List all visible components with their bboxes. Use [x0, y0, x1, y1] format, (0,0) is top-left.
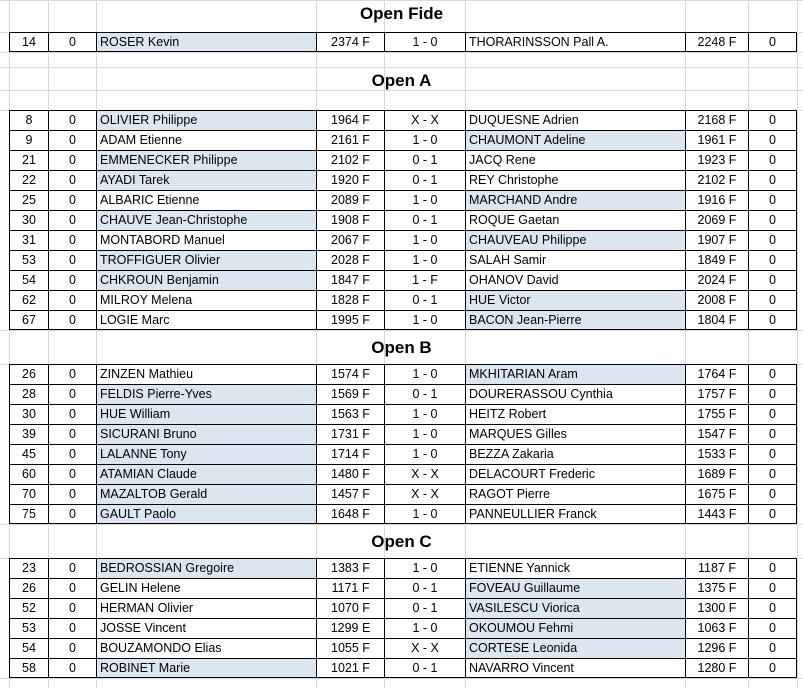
black-rating-cell[interactable]: 1300 F — [685, 598, 748, 618]
black-player-cell[interactable]: HEITZ Robert — [465, 404, 685, 424]
white-rating-cell[interactable]: 1457 F — [316, 484, 384, 504]
black-rating-cell[interactable]: 2248 F — [685, 32, 748, 52]
black-points-cell[interactable]: 0 — [748, 110, 797, 130]
black-rating-cell[interactable]: 1916 F — [685, 190, 748, 210]
white-rating-cell[interactable]: 1563 F — [316, 404, 384, 424]
white-player-cell[interactable]: FELDIS Pierre-Yves — [96, 384, 316, 404]
white-player-cell[interactable]: BOUZAMONDO Elias — [96, 638, 316, 658]
black-player-cell[interactable]: SALAH Samir — [465, 250, 685, 270]
white-points-cell[interactable]: 0 — [48, 130, 96, 150]
white-rating-cell[interactable]: 1828 F — [316, 290, 384, 310]
black-points-cell[interactable]: 0 — [748, 230, 797, 250]
white-rating-cell[interactable]: 1171 F — [316, 578, 384, 598]
board-cell[interactable]: 75 — [9, 504, 48, 524]
pairing-row — [0, 32, 803, 52]
white-points-cell[interactable]: 0 — [48, 210, 96, 230]
result-cell[interactable]: 1 - 0 — [384, 230, 465, 250]
result-cell[interactable]: X - X — [384, 484, 465, 504]
pairing-row — [0, 464, 803, 484]
result-cell[interactable]: 1 - 0 — [384, 130, 465, 150]
white-rating-cell[interactable]: 2161 F — [316, 130, 384, 150]
white-rating-cell[interactable]: 2374 F — [316, 32, 384, 52]
white-rating-cell[interactable]: 1070 F — [316, 598, 384, 618]
black-player-cell[interactable]: JACQ Rene — [465, 150, 685, 170]
black-player-cell[interactable]: BACON Jean-Pierre — [465, 310, 685, 330]
black-rating-cell[interactable]: 1063 F — [685, 618, 748, 638]
black-rating-cell[interactable]: 1675 F — [685, 484, 748, 504]
white-rating-cell[interactable]: 1480 F — [316, 464, 384, 484]
black-points-cell[interactable]: 0 — [748, 638, 797, 658]
black-points-cell[interactable]: 0 — [748, 32, 797, 52]
white-points-cell[interactable]: 0 — [48, 578, 96, 598]
black-points-cell[interactable]: 0 — [748, 618, 797, 638]
board-cell[interactable]: 54 — [9, 638, 48, 658]
pairing-row — [0, 290, 803, 310]
pairing-row — [0, 484, 803, 504]
black-player-cell[interactable]: MARCHAND Andre — [465, 190, 685, 210]
pairing-row — [0, 404, 803, 424]
white-points-cell[interactable]: 0 — [48, 230, 96, 250]
white-points-cell[interactable]: 0 — [48, 270, 96, 290]
board-cell[interactable]: 54 — [9, 270, 48, 290]
black-rating-cell[interactable]: 1849 F — [685, 250, 748, 270]
pairing-row — [0, 364, 803, 384]
white-player-cell[interactable]: LOGIE Marc — [96, 310, 316, 330]
black-rating-cell[interactable]: 1280 F — [685, 658, 748, 678]
black-rating-cell[interactable]: 1296 F — [685, 638, 748, 658]
white-player-cell[interactable]: OLIVIER Philippe — [96, 110, 316, 130]
white-rating-cell[interactable]: 1714 F — [316, 444, 384, 464]
pairing-row — [0, 210, 803, 230]
white-player-cell[interactable]: MILROY Melena — [96, 290, 316, 310]
black-player-cell[interactable]: DOURERASSOU Cynthia — [465, 384, 685, 404]
result-cell[interactable]: X - X — [384, 110, 465, 130]
board-cell[interactable]: 62 — [9, 290, 48, 310]
white-points-cell[interactable]: 0 — [48, 190, 96, 210]
black-rating-cell[interactable]: 2024 F — [685, 270, 748, 290]
black-points-cell[interactable]: 0 — [748, 404, 797, 424]
pairing-row — [0, 444, 803, 464]
black-player-cell[interactable]: PANNEULLIER Franck — [465, 504, 685, 524]
black-points-cell[interactable]: 0 — [748, 484, 797, 504]
section-title: Open Fide — [359, 4, 444, 23]
black-rating-cell[interactable]: 1923 F — [685, 150, 748, 170]
board-cell[interactable]: 31 — [9, 230, 48, 250]
black-points-cell[interactable]: 0 — [748, 578, 797, 598]
result-cell[interactable]: 1 - 0 — [384, 424, 465, 444]
white-player-cell[interactable]: ATAMIAN Claude — [96, 464, 316, 484]
board-cell[interactable]: 58 — [9, 658, 48, 678]
black-rating-cell[interactable]: 1533 F — [685, 444, 748, 464]
black-points-cell[interactable]: 0 — [748, 658, 797, 678]
result-cell[interactable]: 1 - 0 — [384, 364, 465, 384]
white-player-cell[interactable]: ROBINET Marie — [96, 658, 316, 678]
white-points-cell[interactable]: 0 — [48, 504, 96, 524]
black-points-cell[interactable]: 0 — [748, 464, 797, 484]
pairing-row — [0, 130, 803, 150]
white-rating-cell[interactable]: 1574 F — [316, 364, 384, 384]
black-player-cell[interactable]: DUQUESNE Adrien — [465, 110, 685, 130]
white-rating-cell[interactable]: 1964 F — [316, 110, 384, 130]
result-cell[interactable]: 0 - 1 — [384, 658, 465, 678]
pairing-row — [0, 638, 803, 658]
white-points-cell[interactable]: 0 — [48, 658, 96, 678]
pairing-row — [0, 558, 803, 578]
pairing-row — [0, 250, 803, 270]
white-player-cell[interactable]: JOSSE Vincent — [96, 618, 316, 638]
black-rating-cell[interactable]: 1547 F — [685, 424, 748, 444]
white-points-cell[interactable]: 0 — [48, 170, 96, 190]
board-cell[interactable]: 8 — [9, 110, 48, 130]
white-rating-cell[interactable]: 2028 F — [316, 250, 384, 270]
black-player-cell[interactable]: ETIENNE Yannick — [465, 558, 685, 578]
board-cell[interactable]: 39 — [9, 424, 48, 444]
board-cell[interactable]: 25 — [9, 190, 48, 210]
white-player-cell[interactable]: SICURANI Bruno — [96, 424, 316, 444]
white-player-cell[interactable]: ROSER Kevin — [96, 32, 316, 52]
pairing-row — [0, 504, 803, 524]
result-cell[interactable]: 1 - 0 — [384, 190, 465, 210]
black-player-cell[interactable]: OKOUMOU Fehmi — [465, 618, 685, 638]
black-player-cell[interactable]: FOVEAU Guillaume — [465, 578, 685, 598]
white-player-cell[interactable]: MONTABORD Manuel — [96, 230, 316, 250]
white-player-cell[interactable]: LALANNE Tony — [96, 444, 316, 464]
result-cell[interactable]: X - X — [384, 464, 465, 484]
black-points-cell[interactable]: 0 — [748, 270, 797, 290]
white-points-cell[interactable]: 0 — [48, 310, 96, 330]
board-cell[interactable]: 60 — [9, 464, 48, 484]
board-cell[interactable]: 22 — [9, 170, 48, 190]
black-player-cell[interactable]: OHANOV David — [465, 270, 685, 290]
white-points-cell[interactable]: 0 — [48, 290, 96, 310]
black-points-cell[interactable]: 0 — [748, 250, 797, 270]
black-rating-cell[interactable]: 1187 F — [685, 558, 748, 578]
black-player-cell[interactable]: NAVARRO Vincent — [465, 658, 685, 678]
result-cell[interactable]: 1 - 0 — [384, 504, 465, 524]
white-points-cell[interactable]: 0 — [48, 364, 96, 384]
black-rating-cell[interactable]: 2008 F — [685, 290, 748, 310]
white-points-cell[interactable]: 0 — [48, 464, 96, 484]
white-points-cell[interactable]: 0 — [48, 618, 96, 638]
board-cell[interactable]: 14 — [9, 32, 48, 52]
black-player-cell[interactable]: THORARINSSON Pall A. — [465, 32, 685, 52]
white-player-cell[interactable]: MAZALTOB Gerald — [96, 484, 316, 504]
black-rating-cell[interactable]: 2102 F — [685, 170, 748, 190]
board-cell[interactable]: 45 — [9, 444, 48, 464]
black-rating-cell[interactable]: 1757 F — [685, 384, 748, 404]
result-cell[interactable]: 0 - 1 — [384, 598, 465, 618]
result-cell[interactable]: X - X — [384, 638, 465, 658]
result-cell[interactable]: 0 - 1 — [384, 210, 465, 230]
white-player-cell[interactable]: CHAUVE Jean-Christophe — [96, 210, 316, 230]
result-cell[interactable]: 0 - 1 — [384, 170, 465, 190]
result-cell[interactable]: 1 - 0 — [384, 444, 465, 464]
white-rating-cell[interactable]: 1995 F — [316, 310, 384, 330]
black-points-cell[interactable]: 0 — [748, 598, 797, 618]
pairing-row — [0, 598, 803, 618]
pairing-row — [0, 578, 803, 598]
black-points-cell[interactable]: 0 — [748, 364, 797, 384]
pairing-row — [0, 310, 803, 330]
black-player-cell[interactable]: MARQUES Gilles — [465, 424, 685, 444]
black-points-cell[interactable]: 0 — [748, 290, 797, 310]
black-rating-cell[interactable]: 2069 F — [685, 210, 748, 230]
white-player-cell[interactable]: EMMENECKER Philippe — [96, 150, 316, 170]
black-rating-cell[interactable]: 1907 F — [685, 230, 748, 250]
black-player-cell[interactable]: MKHITARIAN Aram — [465, 364, 685, 384]
result-cell[interactable]: 1 - 0 — [384, 558, 465, 578]
white-player-cell[interactable]: GAULT Paolo — [96, 504, 316, 524]
white-rating-cell[interactable]: 1731 F — [316, 424, 384, 444]
black-player-cell[interactable]: CHAUVEAU Philippe — [465, 230, 685, 250]
white-player-cell[interactable]: CHKROUN Benjamin — [96, 270, 316, 290]
black-player-cell[interactable]: CORTESE Leonida — [465, 638, 685, 658]
white-rating-cell[interactable]: 1908 F — [316, 210, 384, 230]
white-points-cell[interactable]: 0 — [48, 404, 96, 424]
result-cell[interactable]: 0 - 1 — [384, 290, 465, 310]
board-cell[interactable]: 21 — [9, 150, 48, 170]
white-points-cell[interactable]: 0 — [48, 484, 96, 504]
black-rating-cell[interactable]: 1961 F — [685, 130, 748, 150]
white-player-cell[interactable]: HUE William — [96, 404, 316, 424]
black-rating-cell[interactable]: 1689 F — [685, 464, 748, 484]
white-rating-cell[interactable]: 2089 F — [316, 190, 384, 210]
white-rating-cell[interactable]: 2102 F — [316, 150, 384, 170]
white-rating-cell[interactable]: 1299 E — [316, 618, 384, 638]
white-rating-cell[interactable]: 1920 F — [316, 170, 384, 190]
result-cell[interactable]: 1 - 0 — [384, 310, 465, 330]
board-cell[interactable]: 30 — [9, 210, 48, 230]
black-rating-cell[interactable]: 1443 F — [685, 504, 748, 524]
white-player-cell[interactable]: GELIN Helene — [96, 578, 316, 598]
white-rating-cell[interactable]: 1021 F — [316, 658, 384, 678]
black-player-cell[interactable]: REY Christophe — [465, 170, 685, 190]
white-rating-cell[interactable]: 1055 F — [316, 638, 384, 658]
white-points-cell[interactable]: 0 — [48, 598, 96, 618]
pairing-row — [0, 424, 803, 444]
black-points-cell[interactable]: 0 — [748, 170, 797, 190]
result-cell[interactable]: 1 - 0 — [384, 618, 465, 638]
pairing-row — [0, 270, 803, 290]
white-rating-cell[interactable]: 1648 F — [316, 504, 384, 524]
pairing-row — [0, 190, 803, 210]
white-points-cell[interactable]: 0 — [48, 110, 96, 130]
board-cell[interactable]: 30 — [9, 404, 48, 424]
board-cell[interactable]: 52 — [9, 598, 48, 618]
black-player-cell[interactable]: VASILESCU Viorica — [465, 598, 685, 618]
white-points-cell[interactable]: 0 — [48, 250, 96, 270]
pairing-row — [0, 150, 803, 170]
grid-row-line — [0, 678, 803, 679]
result-cell[interactable]: 1 - 0 — [384, 404, 465, 424]
white-points-cell[interactable]: 0 — [48, 384, 96, 404]
grid-row-line — [0, 52, 803, 53]
grid-row-line — [0, 524, 803, 525]
black-points-cell[interactable]: 0 — [748, 444, 797, 464]
section-title: Open B — [371, 338, 432, 357]
white-player-cell[interactable]: ADAM Etienne — [96, 130, 316, 150]
result-cell[interactable]: 1 - 0 — [384, 250, 465, 270]
pairing-row — [0, 658, 803, 678]
pairing-row — [0, 170, 803, 190]
black-points-cell[interactable]: 0 — [748, 384, 797, 404]
black-player-cell[interactable]: ROQUE Gaetan — [465, 210, 685, 230]
board-cell[interactable]: 23 — [9, 558, 48, 578]
black-rating-cell[interactable]: 1755 F — [685, 404, 748, 424]
white-player-cell[interactable]: TROFFIGUER Olivier — [96, 250, 316, 270]
board-cell[interactable]: 26 — [9, 364, 48, 384]
black-points-cell[interactable]: 0 — [748, 150, 797, 170]
pairing-row — [0, 384, 803, 404]
black-points-cell[interactable]: 0 — [748, 558, 797, 578]
board-cell[interactable]: 67 — [9, 310, 48, 330]
white-rating-cell[interactable]: 1569 F — [316, 384, 384, 404]
black-points-cell[interactable]: 0 — [748, 310, 797, 330]
grid-row-line — [0, 67, 803, 68]
black-points-cell[interactable]: 0 — [748, 424, 797, 444]
black-player-cell[interactable]: RAGOT Pierre — [465, 484, 685, 504]
white-player-cell[interactable]: ZINZEN Mathieu — [96, 364, 316, 384]
white-points-cell[interactable]: 0 — [48, 424, 96, 444]
black-player-cell[interactable]: BEZZA Zakaria — [465, 444, 685, 464]
white-player-cell[interactable]: AYADI Tarek — [96, 170, 316, 190]
white-points-cell[interactable]: 0 — [48, 638, 96, 658]
board-cell[interactable]: 28 — [9, 384, 48, 404]
result-cell[interactable]: 0 - 1 — [384, 578, 465, 598]
result-cell[interactable]: 0 - 1 — [384, 384, 465, 404]
white-points-cell[interactable]: 0 — [48, 32, 96, 52]
black-rating-cell[interactable]: 2168 F — [685, 110, 748, 130]
black-points-cell[interactable]: 0 — [748, 130, 797, 150]
white-points-cell[interactable]: 0 — [48, 444, 96, 464]
black-rating-cell[interactable]: 1804 F — [685, 310, 748, 330]
black-player-cell[interactable]: CHAUMONT Adeline — [465, 130, 685, 150]
grid-row-line — [0, 0, 803, 1]
white-rating-cell[interactable]: 1383 F — [316, 558, 384, 578]
board-cell[interactable]: 53 — [9, 618, 48, 638]
board-cell[interactable]: 9 — [9, 130, 48, 150]
section-title: Open C — [371, 532, 432, 551]
result-cell[interactable]: 1 - F — [384, 270, 465, 290]
board-cell[interactable]: 70 — [9, 484, 48, 504]
result-cell[interactable]: 0 - 1 — [384, 150, 465, 170]
pairing-row — [0, 618, 803, 638]
white-rating-cell[interactable]: 2067 F — [316, 230, 384, 250]
white-rating-cell[interactable]: 1847 F — [316, 270, 384, 290]
white-points-cell[interactable]: 0 — [48, 558, 96, 578]
grid-row-line — [0, 330, 803, 331]
black-points-cell[interactable]: 0 — [748, 504, 797, 524]
board-cell[interactable]: 53 — [9, 250, 48, 270]
white-points-cell[interactable]: 0 — [48, 150, 96, 170]
white-player-cell[interactable]: BEDROSSIAN Gregoire — [96, 558, 316, 578]
black-points-cell[interactable]: 0 — [748, 210, 797, 230]
section-title: Open A — [371, 71, 432, 90]
pairing-row — [0, 230, 803, 250]
black-rating-cell[interactable]: 1375 F — [685, 578, 748, 598]
white-player-cell[interactable]: HERMAN Olivier — [96, 598, 316, 618]
black-player-cell[interactable]: HUE Victor — [465, 290, 685, 310]
board-cell[interactable]: 26 — [9, 578, 48, 598]
pairing-row — [0, 110, 803, 130]
black-player-cell[interactable]: DELACOURT Frederic — [465, 464, 685, 484]
black-rating-cell[interactable]: 1764 F — [685, 364, 748, 384]
result-cell[interactable]: 1 - 0 — [384, 32, 465, 52]
white-player-cell[interactable]: ALBARIC Etienne — [96, 190, 316, 210]
black-points-cell[interactable]: 0 — [748, 190, 797, 210]
